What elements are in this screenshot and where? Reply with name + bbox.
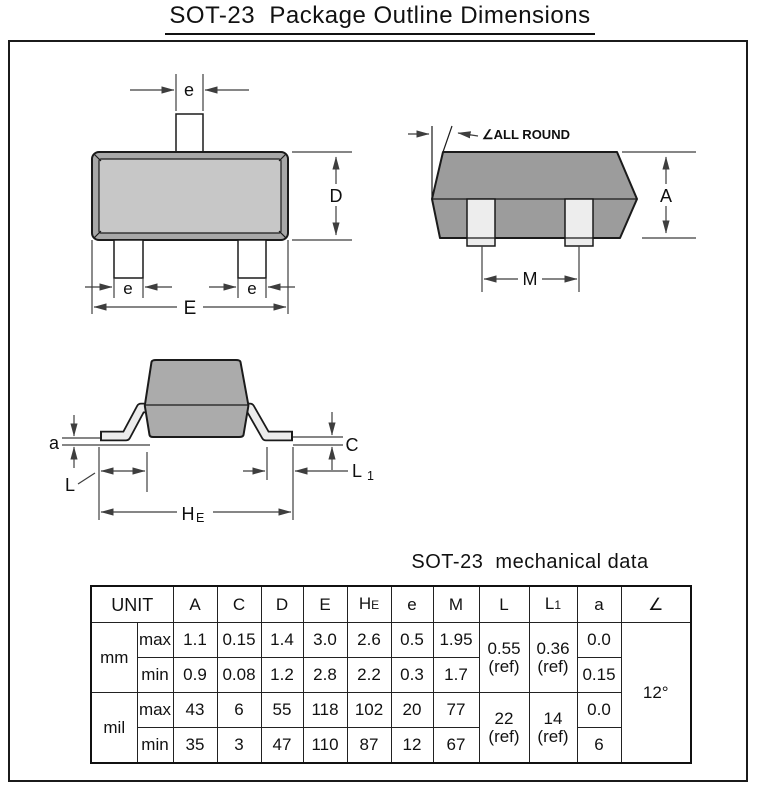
cell-angle: 12°	[621, 623, 691, 764]
row-mm-max	[91, 623, 691, 658]
dim-label-E: E	[183, 298, 197, 319]
side-view-figure	[400, 112, 712, 300]
header-unit: UNIT	[91, 586, 173, 623]
page-title	[0, 2, 760, 35]
profile-view-figure	[40, 340, 385, 528]
cell-mm-max-C: 0.15	[217, 623, 261, 658]
top-pin	[176, 114, 203, 152]
dim-label-L1: L	[351, 461, 363, 481]
bottom-pin-right	[238, 240, 266, 278]
cell-mil-min-M: 67	[433, 728, 479, 764]
front-view-figure	[55, 64, 365, 320]
unit-mm: mm	[91, 623, 137, 693]
cell-mil-L1: 14 (ref)	[529, 693, 577, 764]
dim-label-e-left: e	[123, 279, 133, 298]
mil-max-label: max	[137, 693, 173, 728]
mil-min-label: min	[137, 728, 173, 764]
cell-mil-max-a: 0.0	[577, 693, 621, 728]
dim-label-a: a	[48, 433, 60, 453]
header-angle: ∠	[621, 586, 691, 623]
cell-mil-max-D: 55	[261, 693, 303, 728]
dim-label-L1-sub: 1	[367, 469, 374, 483]
side-pin-left	[467, 199, 495, 246]
all-round-note: ∠ALL ROUND	[482, 127, 570, 142]
cell-mil-min-HE: 87	[347, 728, 391, 764]
dim-label-C: C	[345, 435, 359, 455]
header-A: A	[173, 586, 217, 623]
cell-mil-L: 22 (ref)	[479, 693, 529, 764]
cell-mm-L: 0.55 (ref)	[479, 623, 529, 693]
cell-mm-min-E: 2.8	[303, 658, 347, 693]
cell-mil-min-E: 110	[303, 728, 347, 764]
cell-mm-min-C: 0.08	[217, 658, 261, 693]
cell-mil-min-a: 6	[577, 728, 621, 764]
dim-label-L: L	[64, 475, 76, 495]
cell-mm-max-E: 3.0	[303, 623, 347, 658]
header-E: E	[303, 586, 347, 623]
cell-mm-max-e: 0.5	[391, 623, 433, 658]
header-L: L	[479, 586, 529, 623]
dim-label-e-right: e	[247, 279, 257, 298]
cell-mm-max-A: 1.1	[173, 623, 217, 658]
bottom-pin-left	[114, 240, 143, 278]
dim-label-M: M	[522, 269, 538, 289]
row-mil-min	[91, 728, 691, 764]
row-mil-max	[91, 693, 691, 728]
dim-label-e-top: e	[183, 80, 195, 100]
cell-mil-min-C: 3	[217, 728, 261, 764]
cell-mil-max-M: 77	[433, 693, 479, 728]
package-body-profile	[145, 360, 249, 437]
header-L1: L1	[529, 586, 577, 623]
dim-label-HE-sub: E	[196, 511, 205, 525]
cell-mil-min-e: 12	[391, 728, 433, 764]
cell-mm-max-HE: 2.6	[347, 623, 391, 658]
header-M: M	[433, 586, 479, 623]
cell-mm-max-D: 1.4	[261, 623, 303, 658]
header-e: e	[391, 586, 433, 623]
table-title: SOT-23 mechanical data	[411, 551, 649, 573]
cell-mil-max-C: 6	[217, 693, 261, 728]
header-HE: HE	[347, 586, 391, 623]
dim-label-A: A	[659, 186, 673, 206]
header-a: a	[577, 586, 621, 623]
cell-mil-max-A: 43	[173, 693, 217, 728]
cell-mil-max-E: 118	[303, 693, 347, 728]
cell-mm-L1: 0.36 (ref)	[529, 623, 577, 693]
cell-mil-min-A: 35	[173, 728, 217, 764]
cell-mil-max-e: 20	[391, 693, 433, 728]
page-title-text: SOT-23 Package Outline Dimensions	[165, 2, 594, 35]
cell-mm-min-M: 1.7	[433, 658, 479, 693]
dim-label-HE: H	[181, 504, 195, 524]
mm-max-label: max	[137, 623, 173, 658]
unit-mil: mil	[91, 693, 137, 764]
mechanical-data-table	[90, 585, 692, 764]
side-pin-right	[565, 199, 593, 246]
cell-mm-min-a: 0.15	[577, 658, 621, 693]
table-header-row	[91, 586, 691, 623]
cell-mm-min-e: 0.3	[391, 658, 433, 693]
row-mm-min	[91, 658, 691, 693]
package-body-side	[432, 152, 637, 238]
header-D: D	[261, 586, 303, 623]
dim-label-D: D	[329, 186, 343, 206]
cell-mm-min-HE: 2.2	[347, 658, 391, 693]
cell-mm-max-M: 1.95	[433, 623, 479, 658]
header-C: C	[217, 586, 261, 623]
cell-mm-max-a: 0.0	[577, 623, 621, 658]
cell-mil-max-HE: 102	[347, 693, 391, 728]
cell-mm-min-A: 0.9	[173, 658, 217, 693]
package-body-top	[99, 159, 281, 233]
cell-mm-min-D: 1.2	[261, 658, 303, 693]
mm-min-label: min	[137, 658, 173, 693]
cell-mil-min-D: 47	[261, 728, 303, 764]
